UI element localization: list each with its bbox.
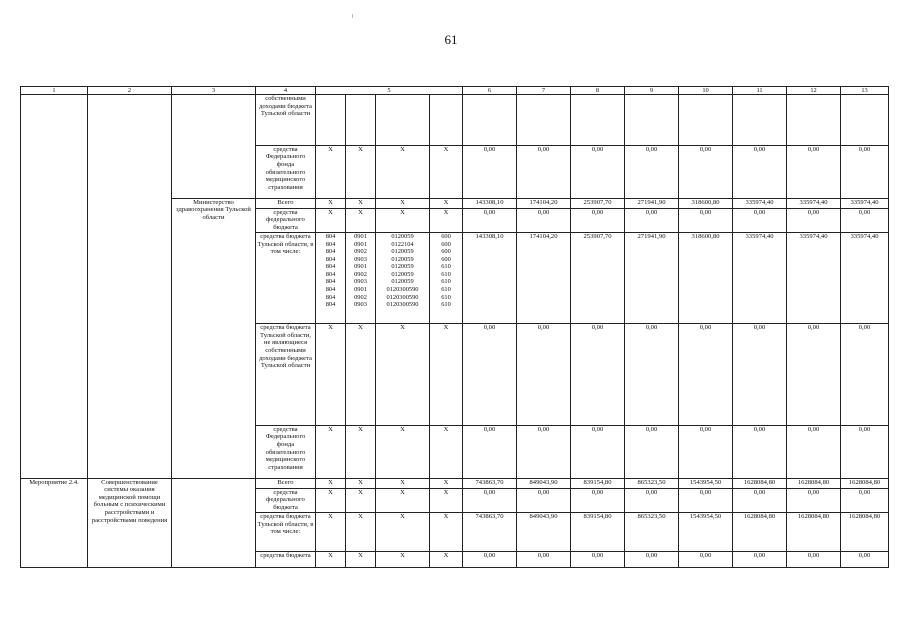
value-cell: 143308,10 (463, 198, 517, 208)
x-cell: X (430, 208, 463, 232)
value-cell: 865323,50 (625, 478, 679, 488)
value-cell: 174104,20 (517, 232, 571, 323)
x-cell (430, 95, 463, 146)
code-value: 0120300590 (386, 286, 419, 294)
csr-list (377, 233, 428, 309)
value-cell: 318600,80 (679, 198, 733, 208)
value-cell: 0,00 (787, 551, 841, 567)
code-value: 0902 (354, 248, 367, 256)
value-cell: 0,00 (517, 145, 571, 198)
vr-list (431, 233, 461, 309)
value-cell (625, 95, 679, 146)
value-cell: 0,00 (841, 145, 889, 198)
x-cell: X (346, 208, 376, 232)
table-row (21, 478, 889, 488)
code-value: 610 (441, 270, 451, 278)
value-cell: 0,00 (463, 208, 517, 232)
value-cell: 839154,80 (571, 513, 625, 552)
value-cell: 0,00 (733, 425, 787, 478)
value-cell: 0,00 (625, 145, 679, 198)
code-value: 0901 (354, 240, 367, 248)
value-cell: 0,00 (841, 425, 889, 478)
source-cell: Всего (256, 198, 316, 208)
code-value: 0120059 (391, 278, 414, 286)
x-cell: X (346, 324, 376, 426)
code-value: 0120059 (391, 232, 414, 240)
code-value: 600 (441, 232, 451, 240)
source-cell: средства Федерального фонда обязательного медицинского страхования (256, 425, 316, 478)
value-cell: 0,00 (679, 324, 733, 426)
value-cell: 1543954,50 (679, 513, 733, 552)
value-cell: 743863,70 (463, 513, 517, 552)
value-cell: 335974,40 (733, 232, 787, 323)
header-cell: 9 (625, 87, 679, 95)
code-value: 804 (325, 240, 336, 248)
x-cell: X (346, 513, 376, 552)
value-cell: 0,00 (787, 324, 841, 426)
value-cell: 0,00 (463, 425, 517, 478)
value-cell: 1628084,80 (733, 478, 787, 488)
x-cell (346, 95, 376, 146)
code-value: 804 (325, 278, 336, 286)
header-cell: 5 (316, 87, 463, 95)
code-value: 0120059 (391, 255, 414, 263)
header-cell: 8 (571, 87, 625, 95)
x-cell: X (430, 425, 463, 478)
value-cell: 0,00 (679, 208, 733, 232)
x-cell: X (316, 208, 346, 232)
x-cell: X (346, 425, 376, 478)
value-cell (679, 95, 733, 146)
header-cell: 10 (679, 87, 733, 95)
x-cell: X (376, 513, 430, 552)
value-cell: 0,00 (517, 551, 571, 567)
value-cell (517, 95, 571, 146)
value-cell: 0,00 (463, 551, 517, 567)
value-cell: 0,00 (787, 488, 841, 512)
value-cell (571, 95, 625, 146)
code-value: 0903 (354, 301, 367, 309)
code-value: 804 (325, 286, 336, 294)
value-cell: 743863,70 (463, 478, 517, 488)
value-cell: 849043,90 (517, 513, 571, 552)
value-cell: 0,00 (517, 208, 571, 232)
x-cell: X (316, 551, 346, 567)
code-value: 610 (441, 293, 451, 301)
code-value: 804 (325, 270, 336, 278)
x-cell: X (316, 425, 346, 478)
value-cell: 0,00 (787, 208, 841, 232)
header-cell: 3 (172, 87, 256, 95)
header-cell: 13 (841, 87, 889, 95)
x-cell: X (346, 478, 376, 488)
x-cell: X (430, 478, 463, 488)
scan-mark (352, 14, 353, 18)
x-cell: X (316, 513, 346, 552)
vr-cell (430, 232, 463, 323)
value-cell: 0,00 (625, 488, 679, 512)
header-cell: 1 (21, 87, 88, 95)
value-cell: 1628084,80 (787, 478, 841, 488)
measure-cell: Мероприятие 2.4. (21, 478, 88, 567)
value-cell: 1628084,80 (733, 513, 787, 552)
value-cell: 0,00 (679, 551, 733, 567)
x-cell: X (346, 488, 376, 512)
value-cell: 1628084,80 (787, 513, 841, 552)
x-cell: X (376, 478, 430, 488)
x-cell: X (316, 198, 346, 208)
value-cell: 0,00 (571, 425, 625, 478)
value-cell: 0,00 (571, 208, 625, 232)
code-value: 0902 (354, 293, 367, 301)
source-cell: средства бюджета Тульской области, не являющиеся собственными доходами бюджета Тульской области (256, 324, 316, 426)
x-cell: X (316, 324, 346, 426)
code-value: 0120300590 (386, 301, 419, 309)
value-cell: 335974,40 (841, 198, 889, 208)
code-value: 610 (441, 278, 451, 286)
value-cell: 0,00 (625, 324, 679, 426)
measure-cell (21, 95, 88, 478)
name-cell: Совершенствование системы оказания медицинской помощи больным с психическими расстройствами и расстройствами поведения (88, 478, 172, 567)
code-value: 0120059 (391, 248, 414, 256)
value-cell: 0,00 (841, 324, 889, 426)
rzpr-cell (346, 232, 376, 323)
header-cell: 7 (517, 87, 571, 95)
x-cell (376, 95, 430, 146)
value-cell: 849043,90 (517, 478, 571, 488)
code-value: 0901 (354, 263, 367, 271)
value-cell: 0,00 (463, 488, 517, 512)
x-cell: X (376, 488, 430, 512)
value-cell: 335974,40 (787, 198, 841, 208)
value-cell: 0,00 (841, 488, 889, 512)
value-cell: 0,00 (625, 551, 679, 567)
x-cell: X (316, 478, 346, 488)
code-value: 804 (325, 248, 336, 256)
code-value: 804 (325, 232, 336, 240)
name-cell (88, 95, 172, 478)
grbs-list (317, 233, 344, 309)
x-cell: X (346, 551, 376, 567)
code-value: 600 (441, 248, 451, 256)
code-value: 0901 (354, 286, 367, 294)
x-cell: X (376, 208, 430, 232)
value-cell: 1628084,80 (841, 478, 889, 488)
value-cell (787, 95, 841, 146)
code-value: 610 (441, 286, 451, 294)
value-cell: 0,00 (625, 208, 679, 232)
csr-cell (376, 232, 430, 323)
x-cell: X (376, 551, 430, 567)
x-cell: X (346, 145, 376, 198)
header-row (21, 87, 889, 95)
value-cell: 0,00 (571, 324, 625, 426)
value-cell: 253907,70 (571, 198, 625, 208)
budget-table (20, 86, 889, 568)
source-cell: Всего (256, 478, 316, 488)
value-cell: 0,00 (463, 145, 517, 198)
code-value: 610 (441, 301, 451, 309)
x-cell: X (430, 198, 463, 208)
value-cell: 1628084,80 (841, 513, 889, 552)
x-cell: X (316, 145, 346, 198)
code-value: 0903 (354, 278, 367, 286)
value-cell: 0,00 (679, 145, 733, 198)
value-cell: 0,00 (679, 488, 733, 512)
value-cell: 865323,50 (625, 513, 679, 552)
value-cell: 335974,40 (841, 232, 889, 323)
x-cell: X (430, 324, 463, 426)
x-cell: X (376, 425, 430, 478)
source-cell: средства бюджета Тульской области, в том числе: (256, 513, 316, 552)
value-cell: 0,00 (571, 488, 625, 512)
value-cell (841, 95, 889, 146)
code-value: 804 (325, 301, 336, 309)
code-value: 0120300590 (386, 293, 419, 301)
header-cell: 2 (88, 87, 172, 95)
header-cell: 11 (733, 87, 787, 95)
value-cell: 0,00 (841, 208, 889, 232)
value-cell: 0,00 (787, 425, 841, 478)
source-cell: средства Федерального фонда обязательного медицинского страхования (256, 145, 316, 198)
code-value: 804 (325, 293, 336, 301)
value-cell: 0,00 (517, 425, 571, 478)
value-cell: 143308,10 (463, 232, 517, 323)
source-cell: средства бюджета Тульской области, в том числе: (256, 232, 316, 323)
code-value: 0902 (354, 270, 367, 278)
value-cell: 0,00 (733, 551, 787, 567)
table-row (21, 95, 889, 146)
code-value: 0122104 (391, 240, 414, 248)
code-value: 610 (441, 263, 451, 271)
header-cell: 6 (463, 87, 517, 95)
value-cell: 335974,40 (733, 198, 787, 208)
value-cell: 0,00 (841, 551, 889, 567)
code-value: 0120059 (391, 270, 414, 278)
value-cell: 318600,80 (679, 232, 733, 323)
x-cell: X (430, 145, 463, 198)
value-cell: 0,00 (787, 145, 841, 198)
x-cell: X (346, 198, 376, 208)
value-cell: 335974,40 (787, 232, 841, 323)
value-cell: 0,00 (625, 425, 679, 478)
value-cell: 271941,90 (625, 232, 679, 323)
value-cell: 253907,70 (571, 232, 625, 323)
value-cell: 0,00 (733, 324, 787, 426)
value-cell (463, 95, 517, 146)
x-cell: X (316, 488, 346, 512)
source-cell: средства бюджета (256, 551, 316, 567)
code-value: 600 (441, 255, 451, 263)
x-cell: X (430, 513, 463, 552)
value-cell: 1543954,50 (679, 478, 733, 488)
value-cell: 0,00 (571, 145, 625, 198)
x-cell: X (376, 198, 430, 208)
executor-cell (172, 95, 256, 199)
value-cell: 174104,20 (517, 198, 571, 208)
value-cell: 0,00 (517, 488, 571, 512)
page-number: 61 (444, 32, 458, 47)
value-cell: 0,00 (463, 324, 517, 426)
value-cell: 0,00 (571, 551, 625, 567)
rzpr-list (347, 233, 374, 309)
x-cell: X (376, 324, 430, 426)
value-cell: 0,00 (679, 425, 733, 478)
executor-cell (172, 478, 256, 567)
source-cell: средства федерального бюджета (256, 488, 316, 512)
x-cell: X (376, 145, 430, 198)
x-cell (316, 95, 346, 146)
header-cell: 4 (256, 87, 316, 95)
value-cell: 0,00 (733, 208, 787, 232)
source-cell: собственными доходами бюджета Тульской области (256, 95, 316, 146)
code-value: 804 (325, 255, 336, 263)
grbs-cell (316, 232, 346, 323)
value-cell: 271941,90 (625, 198, 679, 208)
value-cell: 839154,80 (571, 478, 625, 488)
code-value: 0901 (354, 232, 367, 240)
x-cell: X (430, 551, 463, 567)
value-cell: 0,00 (733, 488, 787, 512)
value-cell (733, 95, 787, 146)
code-value: 804 (325, 263, 336, 271)
value-cell: 0,00 (517, 324, 571, 426)
code-value: 600 (441, 240, 451, 248)
executor-cell: Министерство здравоохранения Тульской области (172, 198, 256, 478)
header-cell: 12 (787, 87, 841, 95)
x-cell: X (430, 488, 463, 512)
code-value: 0120059 (391, 263, 414, 271)
value-cell: 0,00 (733, 145, 787, 198)
source-cell: средства федерального бюджета (256, 208, 316, 232)
code-value: 0903 (354, 255, 367, 263)
